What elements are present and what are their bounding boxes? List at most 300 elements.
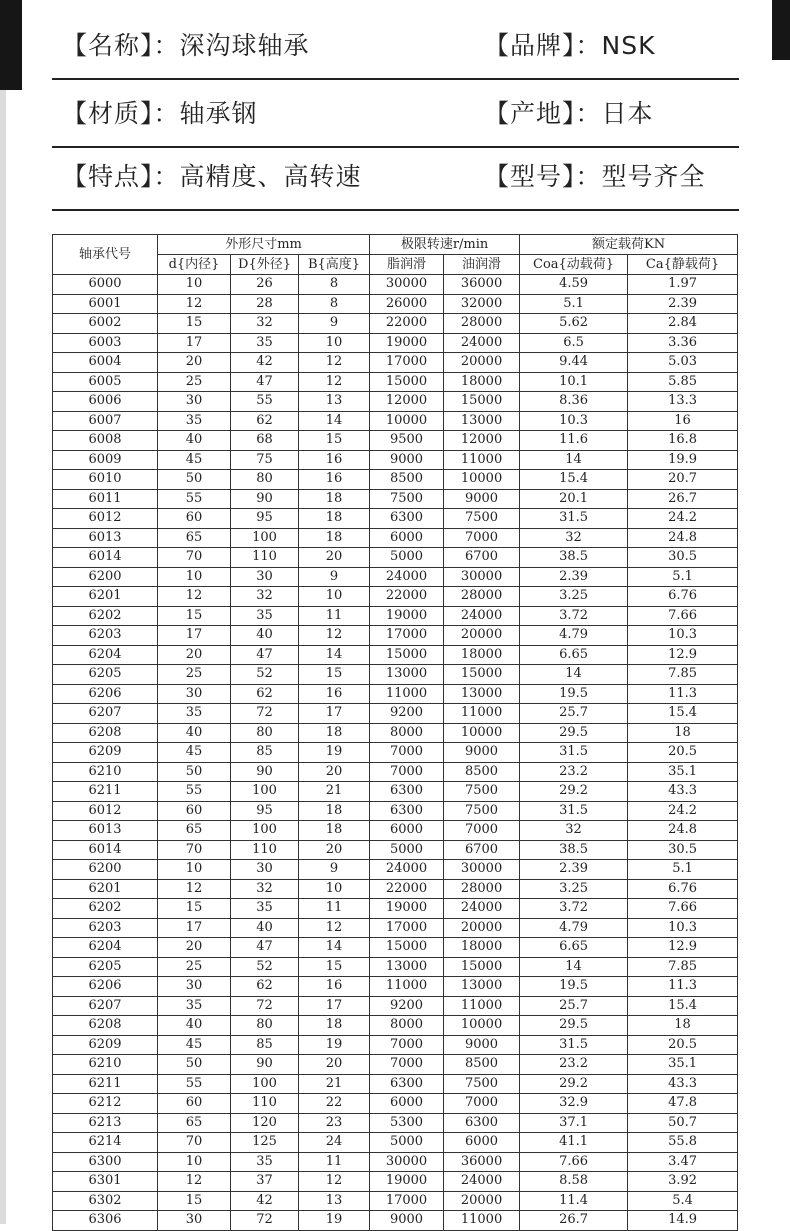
- table-row: [53, 626, 738, 646]
- height-cell: 12: [299, 1172, 370, 1192]
- inner-diameter-cell: 10: [158, 860, 231, 880]
- grease-speed-cell: 15000: [370, 938, 444, 958]
- bearing-code-cell: 6201: [53, 879, 158, 899]
- dynamic-load-cell: 29.5: [520, 1016, 628, 1036]
- height-cell: 18: [299, 528, 370, 548]
- table-row: [53, 860, 738, 880]
- bearing-code-cell: 6211: [53, 1074, 158, 1094]
- inner-diameter-cell: 20: [158, 353, 231, 373]
- grease-speed-cell: 7000: [370, 762, 444, 782]
- product-material: 【材质】：轴承钢: [62, 99, 258, 128]
- dynamic-load-cell: 32.9: [520, 1094, 628, 1114]
- dynamic-load-cell: 19.5: [520, 977, 628, 997]
- dynamic-load-cell: 23.2: [520, 1055, 628, 1075]
- inner-diameter-cell: 50: [158, 470, 231, 490]
- table-row: [53, 1055, 738, 1075]
- grease-speed-cell: 10000: [370, 411, 444, 431]
- dynamic-load-cell: 8.36: [520, 392, 628, 412]
- dynamic-load-cell: 6.65: [520, 938, 628, 958]
- table-row: [53, 294, 738, 314]
- header-dynamic-load: Coa{动载荷}: [520, 255, 628, 275]
- table-row: [53, 528, 738, 548]
- static-load-cell: 20.5: [628, 1035, 738, 1055]
- inner-diameter-cell: 15: [158, 1191, 231, 1211]
- dynamic-load-cell: 25.7: [520, 996, 628, 1016]
- bearing-code-cell: 6206: [53, 684, 158, 704]
- outer-diameter-cell: 40: [231, 626, 299, 646]
- dynamic-load-cell: 4.59: [520, 275, 628, 295]
- outer-diameter-cell: 110: [231, 1094, 299, 1114]
- grease-speed-cell: 9000: [370, 450, 444, 470]
- table-body: [53, 275, 738, 1231]
- dynamic-load-cell: 37.1: [520, 1113, 628, 1133]
- dynamic-load-cell: 14: [520, 957, 628, 977]
- dynamic-load-cell: 31.5: [520, 801, 628, 821]
- bearing-code-cell: 6203: [53, 918, 158, 938]
- static-load-cell: 11.3: [628, 684, 738, 704]
- bearing-code-cell: 6010: [53, 470, 158, 490]
- outer-diameter-cell: 42: [231, 1191, 299, 1211]
- outer-diameter-cell: 26: [231, 275, 299, 295]
- static-load-cell: 12.9: [628, 938, 738, 958]
- oil-speed-cell: 7500: [444, 509, 520, 529]
- outer-diameter-cell: 28: [231, 294, 299, 314]
- static-load-cell: 12.9: [628, 645, 738, 665]
- product-feature: 【特点】：高精度、高转速: [62, 162, 362, 191]
- inner-diameter-cell: 25: [158, 665, 231, 685]
- height-cell: 16: [299, 450, 370, 470]
- static-load-cell: 1.97: [628, 275, 738, 295]
- inner-diameter-cell: 45: [158, 743, 231, 763]
- dynamic-load-cell: 23.2: [520, 762, 628, 782]
- height-cell: 12: [299, 353, 370, 373]
- header-height: B{高度}: [299, 255, 370, 275]
- static-load-cell: 35.1: [628, 1055, 738, 1075]
- oil-speed-cell: 28000: [444, 879, 520, 899]
- height-cell: 14: [299, 645, 370, 665]
- grease-speed-cell: 6300: [370, 1074, 444, 1094]
- outer-diameter-cell: 37: [231, 1172, 299, 1192]
- table-row: [53, 567, 738, 587]
- static-load-cell: 16.8: [628, 431, 738, 451]
- oil-speed-cell: 8500: [444, 1055, 520, 1075]
- table-row: [53, 918, 738, 938]
- outer-diameter-cell: 80: [231, 723, 299, 743]
- inner-diameter-cell: 20: [158, 938, 231, 958]
- inner-diameter-cell: 30: [158, 684, 231, 704]
- table-row: [53, 821, 738, 841]
- bearing-code-cell: 6200: [53, 860, 158, 880]
- static-load-cell: 30.5: [628, 840, 738, 860]
- grease-speed-cell: 13000: [370, 665, 444, 685]
- inner-diameter-cell: 30: [158, 977, 231, 997]
- table-row: [53, 489, 738, 509]
- bearing-code-cell: 6214: [53, 1133, 158, 1153]
- table-row: [53, 684, 738, 704]
- height-cell: 10: [299, 587, 370, 607]
- table-row: [53, 1035, 738, 1055]
- dynamic-load-cell: 25.7: [520, 704, 628, 724]
- grease-speed-cell: 9000: [370, 1211, 444, 1231]
- outer-diameter-cell: 40: [231, 918, 299, 938]
- grease-speed-cell: 7500: [370, 489, 444, 509]
- dynamic-load-cell: 4.79: [520, 626, 628, 646]
- table-row: [53, 450, 738, 470]
- outer-diameter-cell: 32: [231, 314, 299, 334]
- inner-diameter-cell: 70: [158, 1133, 231, 1153]
- inner-diameter-cell: 60: [158, 509, 231, 529]
- grease-speed-cell: 24000: [370, 860, 444, 880]
- height-cell: 8: [299, 294, 370, 314]
- static-load-cell: 13.3: [628, 392, 738, 412]
- oil-speed-cell: 9000: [444, 489, 520, 509]
- product-model: 【型号】：型号齐全: [484, 162, 706, 191]
- bearing-code-cell: 6203: [53, 626, 158, 646]
- grease-speed-cell: 19000: [370, 1172, 444, 1192]
- outer-diameter-cell: 62: [231, 411, 299, 431]
- oil-speed-cell: 11000: [444, 996, 520, 1016]
- height-cell: 16: [299, 977, 370, 997]
- bearing-code-cell: 6208: [53, 1016, 158, 1036]
- static-load-cell: 16: [628, 411, 738, 431]
- inner-diameter-cell: 70: [158, 840, 231, 860]
- bearing-code-cell: 6013: [53, 528, 158, 548]
- table-row: [53, 723, 738, 743]
- inner-diameter-cell: 40: [158, 1016, 231, 1036]
- height-cell: 18: [299, 723, 370, 743]
- inner-diameter-cell: 15: [158, 314, 231, 334]
- height-cell: 19: [299, 743, 370, 763]
- grease-speed-cell: 13000: [370, 957, 444, 977]
- outer-diameter-cell: 80: [231, 470, 299, 490]
- table-row: [53, 704, 738, 724]
- height-cell: 12: [299, 372, 370, 392]
- oil-speed-cell: 9000: [444, 743, 520, 763]
- bearing-spec-table: [52, 234, 738, 1231]
- dynamic-load-cell: 6.5: [520, 333, 628, 353]
- info-row-feature-model: [52, 145, 739, 211]
- oil-speed-cell: 11000: [444, 1211, 520, 1231]
- bearing-code-cell: 6000: [53, 275, 158, 295]
- outer-diameter-cell: 35: [231, 333, 299, 353]
- height-cell: 9: [299, 567, 370, 587]
- dynamic-load-cell: 5.62: [520, 314, 628, 334]
- static-load-cell: 3.92: [628, 1172, 738, 1192]
- static-load-cell: 5.4: [628, 1191, 738, 1211]
- dynamic-load-cell: 3.25: [520, 587, 628, 607]
- height-cell: 10: [299, 879, 370, 899]
- static-load-cell: 2.84: [628, 314, 738, 334]
- left-dark-bar: [0, 0, 22, 90]
- grease-speed-cell: 6300: [370, 782, 444, 802]
- height-cell: 12: [299, 626, 370, 646]
- oil-speed-cell: 13000: [444, 411, 520, 431]
- oil-speed-cell: 11000: [444, 704, 520, 724]
- header-rated-load: 额定载荷KN: [520, 235, 738, 255]
- static-load-cell: 35.1: [628, 762, 738, 782]
- grease-speed-cell: 8000: [370, 1016, 444, 1036]
- outer-diameter-cell: 100: [231, 782, 299, 802]
- outer-diameter-cell: 47: [231, 372, 299, 392]
- inner-diameter-cell: 45: [158, 1035, 231, 1055]
- inner-diameter-cell: 12: [158, 1172, 231, 1192]
- left-edge-strip: [0, 90, 6, 1224]
- height-cell: 20: [299, 762, 370, 782]
- outer-diameter-cell: 62: [231, 977, 299, 997]
- oil-speed-cell: 13000: [444, 684, 520, 704]
- grease-speed-cell: 17000: [370, 353, 444, 373]
- grease-speed-cell: 17000: [370, 626, 444, 646]
- dynamic-load-cell: 26.7: [520, 1211, 628, 1231]
- bearing-code-cell: 6014: [53, 840, 158, 860]
- oil-speed-cell: 30000: [444, 860, 520, 880]
- height-cell: 13: [299, 1191, 370, 1211]
- dynamic-load-cell: 41.1: [520, 1133, 628, 1153]
- bearing-code-cell: 6002: [53, 314, 158, 334]
- dynamic-load-cell: 20.1: [520, 489, 628, 509]
- dynamic-load-cell: 3.72: [520, 899, 628, 919]
- inner-diameter-cell: 50: [158, 1055, 231, 1075]
- height-cell: 11: [299, 899, 370, 919]
- grease-speed-cell: 5000: [370, 840, 444, 860]
- outer-diameter-cell: 47: [231, 938, 299, 958]
- outer-diameter-cell: 32: [231, 587, 299, 607]
- bearing-code-cell: 6202: [53, 899, 158, 919]
- table-row: [53, 275, 738, 295]
- inner-diameter-cell: 70: [158, 548, 231, 568]
- height-cell: 15: [299, 665, 370, 685]
- table-row: [53, 977, 738, 997]
- inner-diameter-cell: 17: [158, 626, 231, 646]
- outer-diameter-cell: 72: [231, 1211, 299, 1231]
- height-cell: 17: [299, 704, 370, 724]
- oil-speed-cell: 7000: [444, 528, 520, 548]
- outer-diameter-cell: 62: [231, 684, 299, 704]
- height-cell: 22: [299, 1094, 370, 1114]
- grease-speed-cell: 8000: [370, 723, 444, 743]
- inner-diameter-cell: 12: [158, 879, 231, 899]
- table-row: [53, 1016, 738, 1036]
- oil-speed-cell: 6700: [444, 548, 520, 568]
- bearing-code-cell: 6009: [53, 450, 158, 470]
- static-load-cell: 26.7: [628, 489, 738, 509]
- static-load-cell: 7.85: [628, 957, 738, 977]
- bearing-code-cell: 6205: [53, 665, 158, 685]
- dynamic-load-cell: 4.79: [520, 918, 628, 938]
- dynamic-load-cell: 9.44: [520, 353, 628, 373]
- bearing-code-cell: 6201: [53, 587, 158, 607]
- inner-diameter-cell: 17: [158, 333, 231, 353]
- height-cell: 21: [299, 1074, 370, 1094]
- bearing-code-cell: 6210: [53, 1055, 158, 1075]
- oil-speed-cell: 7500: [444, 1074, 520, 1094]
- inner-diameter-cell: 55: [158, 489, 231, 509]
- oil-speed-cell: 12000: [444, 431, 520, 451]
- bearing-code-cell: 6003: [53, 333, 158, 353]
- static-load-cell: 5.1: [628, 860, 738, 880]
- outer-diameter-cell: 90: [231, 489, 299, 509]
- grease-speed-cell: 22000: [370, 314, 444, 334]
- bearing-code-cell: 6004: [53, 353, 158, 373]
- dynamic-load-cell: 32: [520, 821, 628, 841]
- table-row: [53, 548, 738, 568]
- dynamic-load-cell: 8.58: [520, 1172, 628, 1192]
- divider-line: [52, 78, 739, 80]
- outer-diameter-cell: 72: [231, 704, 299, 724]
- outer-diameter-cell: 95: [231, 509, 299, 529]
- height-cell: 23: [299, 1113, 370, 1133]
- static-load-cell: 10.3: [628, 626, 738, 646]
- table-row: [53, 1211, 738, 1231]
- header-oil-lubrication: 油润滑: [444, 255, 520, 275]
- bearing-code-cell: 6200: [53, 567, 158, 587]
- inner-diameter-cell: 15: [158, 899, 231, 919]
- bearing-code-cell: 6210: [53, 762, 158, 782]
- grease-speed-cell: 9200: [370, 704, 444, 724]
- outer-diameter-cell: 90: [231, 762, 299, 782]
- table-row: [53, 431, 738, 451]
- outer-diameter-cell: 68: [231, 431, 299, 451]
- outer-diameter-cell: 30: [231, 860, 299, 880]
- bearing-code-cell: 6213: [53, 1113, 158, 1133]
- inner-diameter-cell: 60: [158, 801, 231, 821]
- grease-speed-cell: 15000: [370, 372, 444, 392]
- height-cell: 18: [299, 489, 370, 509]
- oil-speed-cell: 15000: [444, 665, 520, 685]
- static-load-cell: 43.3: [628, 782, 738, 802]
- grease-speed-cell: 5000: [370, 1133, 444, 1153]
- grease-speed-cell: 6300: [370, 509, 444, 529]
- oil-speed-cell: 20000: [444, 1191, 520, 1211]
- dynamic-load-cell: 29.2: [520, 1074, 628, 1094]
- height-cell: 17: [299, 996, 370, 1016]
- height-cell: 16: [299, 684, 370, 704]
- dynamic-load-cell: 10.1: [520, 372, 628, 392]
- dynamic-load-cell: 3.72: [520, 606, 628, 626]
- static-load-cell: 3.36: [628, 333, 738, 353]
- static-load-cell: 11.3: [628, 977, 738, 997]
- static-load-cell: 24.2: [628, 509, 738, 529]
- grease-speed-cell: 26000: [370, 294, 444, 314]
- grease-speed-cell: 19000: [370, 333, 444, 353]
- outer-diameter-cell: 110: [231, 548, 299, 568]
- inner-diameter-cell: 30: [158, 1211, 231, 1231]
- bearing-code-cell: 6209: [53, 743, 158, 763]
- inner-diameter-cell: 45: [158, 450, 231, 470]
- bearing-code-cell: 6207: [53, 704, 158, 724]
- bearing-code-cell: 6012: [53, 509, 158, 529]
- table-row: [53, 470, 738, 490]
- static-load-cell: 15.4: [628, 996, 738, 1016]
- table-row: [53, 645, 738, 665]
- dynamic-load-cell: 2.39: [520, 860, 628, 880]
- grease-speed-cell: 15000: [370, 645, 444, 665]
- dynamic-load-cell: 38.5: [520, 548, 628, 568]
- inner-diameter-cell: 35: [158, 704, 231, 724]
- table-row: [53, 1191, 738, 1211]
- table-row: [53, 353, 738, 373]
- height-cell: 14: [299, 411, 370, 431]
- dynamic-load-cell: 15.4: [520, 470, 628, 490]
- grease-speed-cell: 19000: [370, 606, 444, 626]
- outer-diameter-cell: 100: [231, 821, 299, 841]
- height-cell: 12: [299, 918, 370, 938]
- oil-speed-cell: 6300: [444, 1113, 520, 1133]
- bearing-code-cell: 6013: [53, 821, 158, 841]
- dynamic-load-cell: 11.6: [520, 431, 628, 451]
- grease-speed-cell: 30000: [370, 1152, 444, 1172]
- inner-diameter-cell: 17: [158, 918, 231, 938]
- table-row: [53, 879, 738, 899]
- dynamic-load-cell: 29.5: [520, 723, 628, 743]
- bearing-code-cell: 6212: [53, 1094, 158, 1114]
- product-brand: 【品牌】：NSK: [484, 31, 656, 60]
- bearing-code-cell: 6302: [53, 1191, 158, 1211]
- bearing-code-cell: 6008: [53, 431, 158, 451]
- oil-speed-cell: 9000: [444, 1035, 520, 1055]
- table-row: [53, 509, 738, 529]
- grease-speed-cell: 17000: [370, 1191, 444, 1211]
- dynamic-load-cell: 7.66: [520, 1152, 628, 1172]
- static-load-cell: 50.7: [628, 1113, 738, 1133]
- table-row: [53, 743, 738, 763]
- grease-speed-cell: 5300: [370, 1113, 444, 1133]
- grease-speed-cell: 30000: [370, 275, 444, 295]
- oil-speed-cell: 15000: [444, 392, 520, 412]
- bearing-code-cell: 6211: [53, 782, 158, 802]
- oil-speed-cell: 24000: [444, 333, 520, 353]
- dynamic-load-cell: 2.39: [520, 567, 628, 587]
- product-origin: 【产地】：日本: [484, 99, 654, 128]
- oil-speed-cell: 32000: [444, 294, 520, 314]
- oil-speed-cell: 18000: [444, 938, 520, 958]
- height-cell: 18: [299, 1016, 370, 1036]
- oil-speed-cell: 10000: [444, 470, 520, 490]
- oil-speed-cell: 24000: [444, 1172, 520, 1192]
- oil-speed-cell: 7000: [444, 1094, 520, 1114]
- oil-speed-cell: 18000: [444, 372, 520, 392]
- table-row: [53, 801, 738, 821]
- inner-diameter-cell: 12: [158, 587, 231, 607]
- outer-diameter-cell: 85: [231, 743, 299, 763]
- outer-diameter-cell: 100: [231, 1074, 299, 1094]
- inner-diameter-cell: 25: [158, 957, 231, 977]
- grease-speed-cell: 8500: [370, 470, 444, 490]
- height-cell: 11: [299, 606, 370, 626]
- height-cell: 14: [299, 938, 370, 958]
- static-load-cell: 6.76: [628, 587, 738, 607]
- oil-speed-cell: 28000: [444, 314, 520, 334]
- table-row: [53, 314, 738, 334]
- bearing-code-cell: 6012: [53, 801, 158, 821]
- grease-speed-cell: 9200: [370, 996, 444, 1016]
- bearing-code-cell: 6207: [53, 996, 158, 1016]
- height-cell: 20: [299, 1055, 370, 1075]
- grease-speed-cell: 19000: [370, 899, 444, 919]
- bearing-code-cell: 6301: [53, 1172, 158, 1192]
- table-row: [53, 606, 738, 626]
- inner-diameter-cell: 40: [158, 431, 231, 451]
- table-row: [53, 392, 738, 412]
- grease-speed-cell: 7000: [370, 743, 444, 763]
- inner-diameter-cell: 50: [158, 762, 231, 782]
- static-load-cell: 14.9: [628, 1211, 738, 1231]
- height-cell: 19: [299, 1211, 370, 1231]
- grease-speed-cell: 11000: [370, 684, 444, 704]
- table-row: [53, 587, 738, 607]
- table-row: [53, 996, 738, 1016]
- static-load-cell: 15.4: [628, 704, 738, 724]
